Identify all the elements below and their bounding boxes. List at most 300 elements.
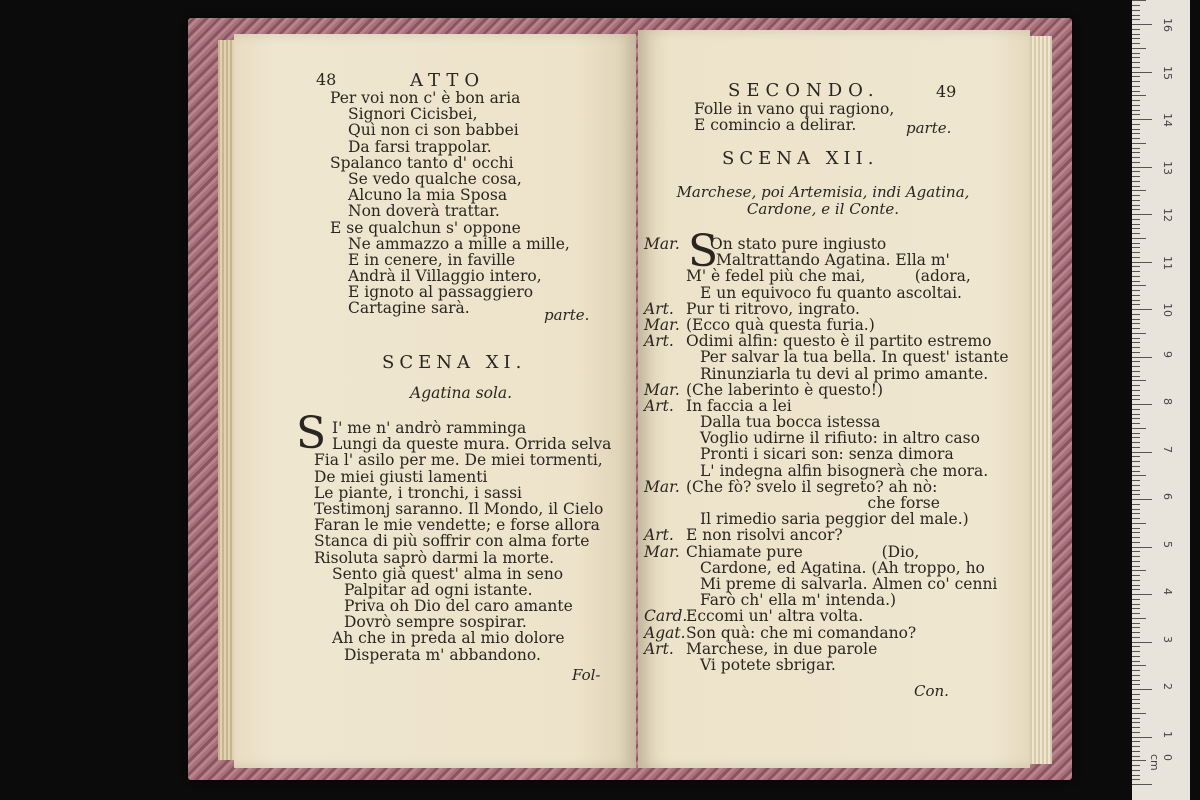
ruler-tick <box>1132 442 1140 443</box>
ruler-tick <box>1132 409 1140 410</box>
dialogue-text: Farò ch' ella m' intenda.) <box>700 591 897 610</box>
dialogue-line <box>644 301 1009 317</box>
dialogue-line <box>644 382 1009 398</box>
ruler-tick <box>1132 414 1140 415</box>
ruler-tick <box>1132 290 1140 291</box>
ruler-tick <box>1132 309 1152 310</box>
ruler-tick <box>1132 594 1152 595</box>
speaker-label: Art. <box>644 396 674 415</box>
ruler-tick <box>1132 257 1140 258</box>
dialogue-text: M' è fedel più che mai, (adora, <box>686 267 971 286</box>
dialogue-line <box>644 366 1009 382</box>
ruler-tick <box>1132 314 1140 315</box>
dialogue-line <box>644 544 1009 560</box>
ruler-tick <box>1132 561 1140 562</box>
ruler-tick <box>1132 366 1140 367</box>
ruler-tick <box>1132 186 1140 187</box>
ruler-label: 9 <box>1161 350 1174 358</box>
ruler-tick <box>1132 732 1140 733</box>
ruler-tick <box>1132 124 1140 125</box>
aria-line: E in cenere, in faville <box>348 250 516 269</box>
right-dialogue-block <box>644 236 1009 673</box>
ruler-tick <box>1132 167 1152 168</box>
ruler-tick <box>1132 570 1146 571</box>
ruler-tick <box>1132 547 1152 548</box>
ruler-label: 7 <box>1161 445 1174 453</box>
ruler-label: 14 <box>1161 113 1174 127</box>
ruler-tick <box>1132 494 1140 495</box>
ruler-tick <box>1132 475 1146 476</box>
right-opening-lines <box>694 101 894 133</box>
dialogue-line <box>644 446 1009 462</box>
ruler-tick <box>1132 48 1146 49</box>
left-aria-block <box>330 90 570 317</box>
speaker-label: Card. <box>644 607 688 626</box>
ruler-tick <box>1132 219 1140 220</box>
dialogue-line <box>644 560 1009 576</box>
speaker-label: Art. <box>644 299 674 318</box>
dialogue-text: (Che fò? svelo il segreto? ah nò: <box>686 477 938 496</box>
ruler-tick <box>1132 271 1140 272</box>
ruler-label: 6 <box>1161 493 1174 500</box>
ruler-tick <box>1132 566 1140 567</box>
ruler-tick <box>1132 228 1140 229</box>
speaker-label: Agat. <box>644 623 686 642</box>
aria-line: Cartagine sarà. <box>348 299 470 318</box>
ruler-tick <box>1132 76 1140 77</box>
ruler-tick <box>1132 238 1146 239</box>
left-page-number: 48 <box>316 70 337 89</box>
measuring-ruler <box>1132 0 1190 800</box>
speaker-label: Mar. <box>644 380 680 399</box>
ruler-tick <box>1132 490 1140 491</box>
ruler-tick <box>1132 114 1140 115</box>
ruler-tick <box>1132 775 1140 776</box>
ruler-tick <box>1132 181 1140 182</box>
ruler-tick <box>1132 276 1140 277</box>
ruler-tick <box>1132 670 1140 671</box>
ruler-tick <box>1132 437 1140 438</box>
ruler-label: 16 <box>1161 18 1174 32</box>
ruler-tick <box>1132 718 1140 719</box>
ruler-tick <box>1132 556 1140 557</box>
dialogue-text: Cardone, ed Agatina. (Ah troppo, ho <box>700 558 985 577</box>
ruler-tick <box>1132 760 1146 761</box>
ruler-label: 0 cm <box>1148 754 1174 771</box>
dialogue-line <box>644 576 1009 592</box>
ruler-tick <box>1132 323 1140 324</box>
right-page-number: 49 <box>936 82 957 101</box>
dialogue-text: Il rimedio saria peggior del male.) <box>700 510 969 529</box>
ruler-tick <box>1132 53 1140 54</box>
ruler-tick <box>1132 404 1152 405</box>
ruler-tick <box>1132 29 1140 30</box>
ruler-tick <box>1132 266 1140 267</box>
ruler-tick <box>1132 0 1146 1</box>
ruler-label: 15 <box>1161 65 1174 80</box>
aria-line: Spalanco tanto d' occhi <box>330 153 514 172</box>
ruler-tick <box>1132 143 1146 144</box>
dialogue-text: Voglio udirne il rifiuto: in altro caso <box>700 429 980 448</box>
aria-line: E ignoto al passaggiero <box>348 283 534 302</box>
ruler-tick <box>1132 86 1140 87</box>
ruler-tick <box>1132 133 1140 134</box>
monologue-line: I' me n' andrò ramminga <box>332 419 527 437</box>
monologue-line: Lungi da queste mura. Orrida selva <box>332 435 612 454</box>
ruler-tick <box>1132 72 1152 73</box>
aria-line: Alcuno la mia Sposa <box>348 186 508 205</box>
ruler-tick <box>1132 770 1140 771</box>
ruler-label: 2 <box>1161 683 1174 690</box>
ruler-tick <box>1132 632 1140 633</box>
ruler-tick <box>1132 19 1140 20</box>
dialogue-text: Marchese, in due parole <box>686 639 878 658</box>
ruler-tick <box>1132 380 1146 381</box>
dialogue-text: E un equivoco fu quanto ascoltai. <box>700 283 962 302</box>
ruler-tick <box>1132 195 1140 196</box>
dialogue-text: E non risolvi ancor? <box>686 526 843 545</box>
right-scene-characters <box>658 184 988 218</box>
ruler-tick <box>1132 542 1140 543</box>
ruler-tick <box>1132 642 1152 643</box>
right-scene-title: SCENA XII. <box>722 148 879 169</box>
characters-line-2: Cardone, e il Conte. <box>746 200 900 218</box>
ruler-tick <box>1132 62 1140 63</box>
left-drop-cap: S <box>296 408 327 459</box>
dialogue-text: Per salvar la tua bella. In quest' istante <box>700 348 1009 367</box>
ruler-tick <box>1132 613 1140 614</box>
ruler-tick <box>1132 152 1140 153</box>
ruler-tick <box>1132 262 1152 263</box>
opening-line: Folle in vano qui ragiono, <box>694 100 895 118</box>
ruler-label: 4 <box>1161 588 1174 595</box>
dialogue-text: L' indegna alfin bisognerà che mora. <box>700 461 989 480</box>
ruler-tick <box>1132 300 1140 301</box>
opening-line: E comincio a delirar. <box>694 116 857 135</box>
ruler-tick <box>1132 589 1140 590</box>
ruler-tick <box>1132 604 1140 605</box>
monologue-line: Faran le mie vendette; e forse allora <box>314 516 600 535</box>
ruler-tick <box>1132 585 1140 586</box>
ruler-tick <box>1132 385 1140 386</box>
ruler-tick <box>1132 333 1146 334</box>
ruler-tick <box>1132 689 1152 690</box>
ruler-tick <box>1132 665 1146 666</box>
aria-line: Signori Cicisbei, <box>348 105 478 124</box>
ruler-tick <box>1132 5 1140 6</box>
ruler-tick <box>1132 537 1140 538</box>
ruler-tick <box>1132 157 1140 158</box>
aria-line: Non doverà trattar. <box>348 202 500 221</box>
ruler-tick <box>1132 252 1140 253</box>
dialogue-text: Pur ti ritrovo, ingrato. <box>686 299 860 318</box>
ruler-tick <box>1132 200 1140 201</box>
dialogue-text: Mi preme di salvarla. Almen co' cenni <box>700 574 998 593</box>
left-monologue-block <box>314 420 611 663</box>
ruler-tick <box>1132 765 1140 766</box>
ruler-tick <box>1132 528 1140 529</box>
aria-line: Per voi non c' è bon aria <box>330 89 521 107</box>
dialogue-line <box>644 479 1009 495</box>
ruler-tick <box>1132 390 1140 391</box>
dialogue-text: (Ecco quà questa furia.) <box>686 315 875 334</box>
ruler-tick <box>1132 447 1140 448</box>
ruler-tick <box>1132 608 1140 609</box>
dialogue-line <box>644 236 1009 252</box>
ruler-tick <box>1132 656 1140 657</box>
ruler-tick <box>1132 357 1152 358</box>
ruler-tick <box>1132 741 1140 742</box>
left-exit-note: parte. <box>544 306 590 324</box>
ruler-tick <box>1132 110 1140 111</box>
ruler-tick <box>1132 746 1140 747</box>
ruler-tick <box>1132 148 1140 149</box>
aria-line: Da farsi trappolar. <box>348 137 492 156</box>
ruler-tick <box>1132 756 1140 757</box>
ruler-tick <box>1132 518 1140 519</box>
dialogue-line <box>644 527 1009 543</box>
ruler-tick <box>1132 452 1152 453</box>
monologue-line: De miei giusti lamenti <box>314 467 488 486</box>
monologue-line: Sento già quest' alma in seno <box>332 564 564 583</box>
ruler-tick <box>1132 651 1140 652</box>
dialogue-line <box>644 398 1009 414</box>
right-exit-note: parte. <box>906 119 952 137</box>
ruler-tick <box>1132 190 1146 191</box>
speaker-label: Mar. <box>644 235 680 253</box>
ruler-tick <box>1132 347 1140 348</box>
ruler-tick <box>1132 485 1140 486</box>
ruler-tick <box>1132 623 1140 624</box>
dialogue-text: On stato pure ingiusto <box>710 235 887 253</box>
ruler-tick <box>1132 224 1140 225</box>
speaker-label: Art. <box>644 639 674 658</box>
ruler-tick <box>1132 708 1140 709</box>
ruler-tick <box>1132 428 1146 429</box>
left-catchword: Fol- <box>572 666 601 684</box>
ruler-tick <box>1132 433 1140 434</box>
ruler-label: 1 <box>1161 730 1174 738</box>
ruler-tick <box>1132 319 1140 320</box>
right-catchword: Con. <box>914 682 949 700</box>
dialogue-line <box>644 641 1009 657</box>
ruler-tick <box>1132 328 1140 329</box>
ruler-tick <box>1132 532 1140 533</box>
left-scene-characters: Agatina sola. <box>410 384 513 402</box>
ruler-tick <box>1132 471 1140 472</box>
monologue-line: Fia l' asilo per me. De miei tormenti, <box>314 451 603 470</box>
left-running-head: ATTO <box>410 70 486 91</box>
ruler-tick <box>1132 338 1140 339</box>
ruler-tick <box>1132 91 1140 92</box>
ruler-tick <box>1132 637 1140 638</box>
aria-line: Quì non ci son babbei <box>348 121 519 140</box>
ruler-tick <box>1132 67 1140 68</box>
dialogue-text: Pronti i sicari son: senza dimora <box>700 445 954 464</box>
ruler-tick <box>1132 499 1152 500</box>
monologue-line: Le piante, i tronchi, i sassi <box>314 483 523 502</box>
ruler-tick <box>1132 395 1140 396</box>
ruler-tick <box>1132 599 1140 600</box>
ruler-tick <box>1132 627 1140 628</box>
speaker-label: Art. <box>644 332 674 351</box>
dialogue-line <box>644 333 1009 349</box>
speaker-label: Mar. <box>644 477 680 496</box>
ruler-tick <box>1132 456 1140 457</box>
ruler-tick <box>1132 176 1140 177</box>
monologue-line: Disperata m' abbandono. <box>344 645 541 664</box>
ruler-label: 5 <box>1161 540 1174 548</box>
dialogue-text: Vi potete sbrigar. <box>700 655 836 674</box>
ruler-tick <box>1132 205 1140 206</box>
ruler-tick <box>1132 618 1146 619</box>
ruler-tick <box>1132 551 1140 552</box>
ruler-tick <box>1132 105 1140 106</box>
characters-line-1: Marchese, poi Artemisia, indi Agatina, <box>676 183 970 201</box>
ruler-tick <box>1132 233 1140 234</box>
dialogue-text: Eccomi un' altra volta. <box>686 607 864 626</box>
ruler-tick <box>1132 171 1140 172</box>
ruler-tick <box>1132 43 1140 44</box>
ruler-tick <box>1132 295 1140 296</box>
aria-line: Andrà il Villaggio intero, <box>348 267 542 286</box>
ruler-tick <box>1132 247 1140 248</box>
dialogue-text: Chiamate pure (Dio, <box>686 542 920 561</box>
ruler-tick <box>1132 684 1140 685</box>
ruler-tick <box>1132 680 1140 681</box>
dialogue-line <box>644 414 1009 430</box>
monologue-line: Dovrò sempre sospirar. <box>344 613 527 632</box>
ruler-tick <box>1132 352 1140 353</box>
right-drop-cap: S <box>688 226 719 277</box>
dialogue-text: che forse <box>700 494 940 512</box>
right-page-edges <box>1030 36 1052 764</box>
dialogue-line <box>644 268 1009 284</box>
dialogue-line <box>644 349 1009 365</box>
ruler-tick <box>1132 371 1140 372</box>
ruler-tick <box>1132 34 1140 35</box>
monologue-line: Stanca di più soffrir con alma forte <box>314 532 590 551</box>
left-scene-title: SCENA XI. <box>382 352 527 373</box>
ruler-tick <box>1132 575 1140 576</box>
ruler-tick <box>1132 699 1140 700</box>
dialogue-line <box>644 463 1009 479</box>
ruler-label: 10 <box>1161 303 1174 317</box>
dialogue-line <box>644 625 1009 641</box>
ruler-tick <box>1132 399 1140 400</box>
dialogue-text: Odimi alfin: questo è il partito estremo <box>686 332 992 351</box>
aria-line: Se vedo qualche cosa, <box>348 169 522 188</box>
ruler-tick <box>1132 285 1146 286</box>
ruler-label: 11 <box>1161 255 1174 270</box>
speaker-label: Mar. <box>644 542 680 561</box>
ruler-tick <box>1132 243 1140 244</box>
ruler-tick <box>1132 580 1140 581</box>
ruler-tick <box>1132 214 1152 215</box>
ruler-tick <box>1132 675 1140 676</box>
ruler-tick <box>1132 162 1140 163</box>
ruler-tick <box>1132 646 1140 647</box>
ruler-tick <box>1132 342 1140 343</box>
dialogue-text: Rinunziarla tu devi al primo amante. <box>700 364 989 383</box>
ruler-label: 3 <box>1161 635 1174 643</box>
dialogue-text: Maltrattando Agatina. Ella m' <box>716 251 950 270</box>
dialogue-text: In faccia a lei <box>686 396 792 415</box>
ruler-tick <box>1132 480 1140 481</box>
dialogue-line <box>644 495 1009 511</box>
ruler-tick <box>1132 304 1140 305</box>
ruler-tick <box>1132 751 1140 752</box>
ruler-tick <box>1132 10 1140 11</box>
ruler-tick <box>1132 694 1140 695</box>
ruler-tick <box>1132 95 1146 96</box>
ruler-tick <box>1132 737 1152 738</box>
ruler-tick <box>1132 722 1140 723</box>
dialogue-text: (Che laberinto è questo!) <box>686 380 884 399</box>
ruler-tick <box>1132 57 1140 58</box>
monologue-line: Risoluta saprò darmi la morte. <box>314 548 555 567</box>
ruler-tick <box>1132 523 1146 524</box>
dialogue-line <box>644 511 1009 527</box>
ruler-label: 12 <box>1161 208 1174 222</box>
dialogue-text: Dalla tua bocca istessa <box>700 413 881 432</box>
ruler-label: 13 <box>1161 160 1174 175</box>
dialogue-line <box>644 285 1009 301</box>
dialogue-line <box>644 608 1009 624</box>
ruler-tick <box>1132 703 1140 704</box>
ruler-tick <box>1132 138 1140 139</box>
aria-line: Ne ammazzo a mille a mille, <box>348 234 570 253</box>
ruler-tick <box>1132 81 1140 82</box>
ruler-tick <box>1132 513 1140 514</box>
monologue-line: Palpitar ad ogni istante. <box>344 580 533 599</box>
ruler-tick <box>1132 129 1140 130</box>
ruler-tick <box>1132 15 1140 16</box>
ruler-tick <box>1132 418 1140 419</box>
dialogue-line <box>644 252 1009 268</box>
ruler-tick <box>1132 361 1140 362</box>
ruler-tick <box>1132 119 1152 120</box>
ruler-tick <box>1132 661 1140 662</box>
ruler-tick <box>1132 461 1140 462</box>
ruler-tick <box>1132 38 1140 39</box>
ruler-tick <box>1132 209 1140 210</box>
monologue-line: Priva oh Dio del caro amante <box>344 597 573 616</box>
ruler-tick <box>1132 24 1152 25</box>
dialogue-text: Son quà: che mi comandano? <box>686 623 917 642</box>
ruler-tick <box>1132 713 1146 714</box>
dialogue-line <box>644 657 1009 673</box>
ruler-tick <box>1132 504 1140 505</box>
speaker-label: Mar. <box>644 315 680 334</box>
ruler-tick <box>1132 423 1140 424</box>
right-running-head: SECONDO. <box>728 80 880 101</box>
dialogue-line <box>644 430 1009 446</box>
ruler-tick <box>1132 779 1140 780</box>
ruler-tick <box>1132 281 1140 282</box>
speaker-label: Art. <box>644 526 674 545</box>
dialogue-line <box>644 592 1009 608</box>
ruler-tick <box>1132 784 1152 785</box>
aria-line: E se qualchun s' oppone <box>330 218 521 237</box>
ruler-tick <box>1132 466 1140 467</box>
ruler-tick <box>1132 727 1140 728</box>
monologue-line: Testimonj saranno. Il Mondo, il Cielo <box>314 499 604 518</box>
ruler-tick <box>1132 509 1140 510</box>
dialogue-line <box>644 317 1009 333</box>
ruler-tick <box>1132 376 1140 377</box>
ruler-label: 8 <box>1161 398 1174 405</box>
